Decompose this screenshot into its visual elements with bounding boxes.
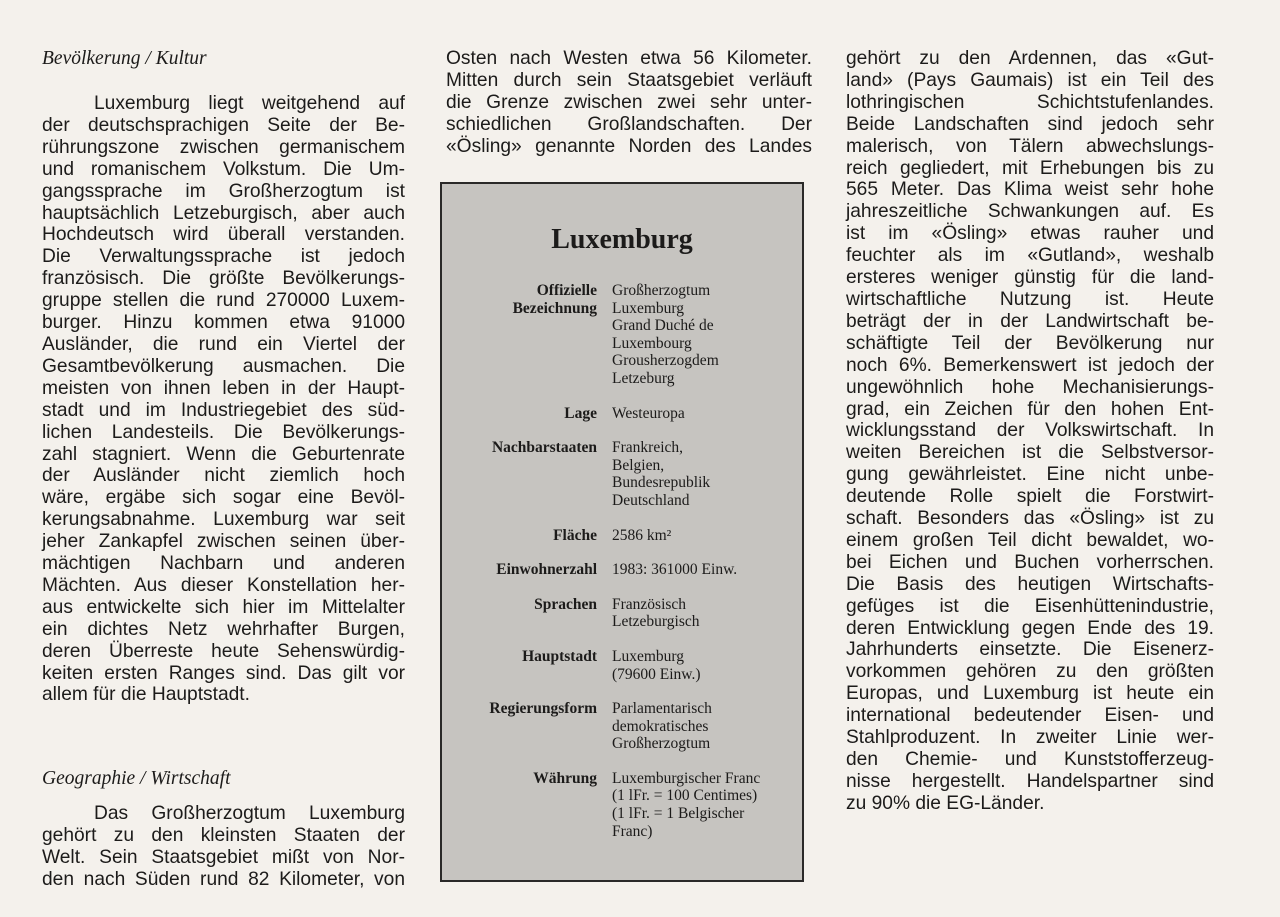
fact-value: 1983: 361000 Einw.: [612, 561, 738, 579]
fact-row: [448, 648, 798, 700]
text-line: reich gegliedert, mit Erhebungen bis zu: [846, 157, 1214, 179]
text-line: Die Verwaltungssprache ist jedoch: [42, 246, 405, 268]
text-line: den Chemie- und Kunststofferzeug-: [846, 749, 1214, 770]
text-line: und romanischem Volkstum. Die Um-: [42, 158, 405, 180]
text-line: Europas, und Luxemburg ist heute ein: [846, 683, 1214, 705]
text-line: jeher Zankapfel zwischen seinen über-: [42, 531, 405, 553]
text-line: allem für die Hauptstadt.: [42, 684, 250, 706]
fact-table: [448, 282, 798, 857]
text-line: Osten nach Westen etwa 56 Kilometer.: [446, 48, 812, 69]
text-line: Gesamtbevölkerung ausmachen. Die: [42, 355, 405, 377]
text-line: international bedeutender Eisen- und: [846, 705, 1214, 727]
fact-row: [448, 561, 798, 596]
fact-value: Frankreich, Belgien, Bundesrepublik Deutschland: [612, 439, 711, 509]
text-line: gehört zu den Ardennen, das «Gut-: [846, 48, 1214, 69]
fact-label: Nachbarstaaten: [491, 439, 597, 457]
text-line: Das Großherzogtum Luxemburg: [94, 803, 405, 824]
fact-value: 2586 km²: [612, 526, 672, 544]
text-line: die Grenze zwischen zwei sehr unter-: [446, 91, 812, 113]
fact-row: [448, 439, 798, 526]
text-line: noch 6%. Bemerkenswert ist jedoch der: [846, 354, 1214, 376]
text-line: nisse hergestellt. Handelspartner sind: [846, 770, 1214, 792]
fact-value: Französisch Letzeburgisch: [612, 595, 700, 631]
fact-value: Luxemburg (79600 Einw.): [612, 647, 701, 683]
fact-label: Fläche: [553, 526, 597, 544]
text-line: deren Entwicklung gegen Ende des 19.: [846, 617, 1214, 639]
text-line: feuchter als im «Gutland», weshalb: [846, 245, 1214, 267]
section-heading-population: Bevölkerung / Kultur: [42, 48, 207, 69]
fact-box: [440, 182, 804, 882]
fact-value: Westeuropa: [612, 404, 685, 422]
text-line: zahl stagniert. Wenn die Geburtenrate: [42, 443, 405, 465]
text-line: burger. Hinzu kommen etwa 91000: [42, 312, 405, 334]
text-line: ein dichtes Netz wehrhafter Burgen,: [42, 618, 405, 640]
text-line: Hochdeutsch wird überall verstanden.: [42, 224, 405, 246]
text-line: der deutschsprachigen Seite der Be-: [42, 114, 405, 136]
text-line: gruppe stellen die rund 270000 Luxem-: [42, 290, 405, 312]
text-line: rührungszone zwischen germanischem: [42, 136, 405, 158]
fact-row: [448, 700, 798, 770]
text-line: gangssprache im Großherzogtum ist: [42, 180, 405, 202]
fact-row: [448, 596, 798, 648]
text-line: wirtschaftliche Nutzung ist. Heute: [846, 288, 1214, 310]
text-line: zu 90% die EG-Länder.: [846, 792, 1045, 814]
text-line: Stahlproduzent. In zweiter Linie wer-: [846, 727, 1214, 749]
paragraph-geography: [42, 803, 405, 891]
fact-row: [448, 282, 798, 405]
text-line: land» (Pays Gaumais) ist ein Teil des: [846, 69, 1214, 91]
text-line: aus entwickelte sich hier im Mittelalter: [42, 596, 405, 618]
fact-value: Parlamentarisch demokratisches Großherzogtum: [612, 700, 712, 753]
text-line: Jahrhunderts einsetzte. Die Eisenerz-: [846, 639, 1214, 661]
text-line: lichen Landesteils. Die Bevölkerungs-: [42, 421, 405, 443]
text-line: gefüges ist die Eisenhüttenindustrie,: [846, 595, 1214, 617]
fact-row: [448, 527, 798, 562]
fact-label: Hauptstadt: [522, 647, 597, 665]
section-heading-geography: Geographie / Wirtschaft: [42, 768, 231, 789]
text-line: gehört zu den kleinsten Staaten der: [42, 824, 405, 846]
fact-label: Einwohnerzahl: [496, 561, 597, 579]
text-line: mächtigen Nachbarn und anderen: [42, 553, 405, 575]
fact-box-title: Luxemburg: [551, 224, 693, 255]
fact-row: [448, 770, 798, 857]
text-line: lothringischen Schichtstufenlandes.: [846, 91, 1214, 113]
text-line: wicklungsstand der Volkswirtschaft. In: [846, 420, 1214, 442]
fact-label: Sprachen: [534, 595, 597, 613]
text-line: ist im «Ösling» etwas rauher und: [846, 223, 1214, 245]
text-line: schaft. Besonders das «Ösling» ist zu: [846, 508, 1214, 530]
text-line: Luxemburg liegt weitgehend auf: [94, 93, 405, 114]
text-line: den nach Süden rund 82 Kilometer, von: [42, 868, 405, 890]
paragraph-geography-continued: [446, 48, 812, 158]
paragraph-geography-continued-2: [846, 48, 1214, 815]
text-line: französisch. Die größte Bevölkerungs-: [42, 268, 405, 290]
text-line: Ausländer, die rund ein Viertel der: [42, 333, 405, 355]
text-line: wäre, ergäbe sich sogar eine Bevöl-: [42, 487, 405, 509]
text-line: Mitten durch sein Staatsgebiet verläuft: [446, 69, 812, 91]
text-line: deren Überreste heute Sehenswürdig-: [42, 640, 405, 662]
fact-value: Luxemburgischer Franc (1 lFr. = 100 Centimes) (1 lFr. = 1 Belgischer Franc): [612, 769, 761, 840]
text-line: meisten von ihnen leben in der Haupt-: [42, 377, 405, 399]
text-line: grad, ein Zeichen für den hohen Ent-: [846, 398, 1214, 420]
text-line: Mächten. Aus dieser Konstellation her-: [42, 574, 405, 596]
text-line: beträgt der in der Landwirtschaft be-: [846, 310, 1214, 332]
text-line: ersteres weniger günstig für die land-: [846, 267, 1214, 289]
text-line: 565 Meter. Das Klima weist sehr hohe: [846, 179, 1214, 201]
text-line: Die Basis des heutigen Wirtschafts-: [846, 573, 1214, 595]
fact-label: Offizielle Bezeichnung: [512, 282, 597, 317]
fact-label: Währung: [533, 769, 597, 787]
text-line: einem großen Teil dicht bewaldet, wo-: [846, 529, 1214, 551]
text-line: schäftigte Teil der Bevölkerung nur: [846, 332, 1214, 354]
text-line: malerisch, von Tälern abwechslungs-: [846, 135, 1214, 157]
text-line: schiedlichen Großlandschaften. Der: [446, 113, 812, 135]
text-line: vorkommen gehören zu den größten: [846, 661, 1214, 683]
text-line: bei Eichen und Buchen vorherrschen.: [846, 551, 1214, 573]
fact-value: Großherzogtum Luxemburg Grand Duché de Luxembourg Grousherzogdem Letzeburg: [612, 282, 719, 387]
text-line: gung gewährleistet. Eine nicht unbe-: [846, 464, 1214, 486]
fact-label: Lage: [564, 404, 597, 422]
text-line: stadt und im Industriegebiet des süd-: [42, 399, 405, 421]
text-line: jahreszeitliche Schwankungen auf. Es: [846, 201, 1214, 223]
fact-row: [448, 405, 798, 440]
text-line: hauptsächlich Letzeburgisch, aber auch: [42, 202, 405, 224]
text-line: ungewöhnlich hohe Mechanisierungs-: [846, 376, 1214, 398]
text-line: «Ösling» genannte Norden des Landes: [446, 135, 812, 157]
fact-label: Regierungsform: [489, 700, 597, 718]
text-line: deutende Rolle spielt die Forstwirt-: [846, 486, 1214, 508]
paragraph-population: [42, 93, 405, 706]
text-line: Welt. Sein Staatsgebiet mißt von Nor-: [42, 846, 405, 868]
text-line: keiten ersten Ranges sind. Das gilt vor: [42, 662, 405, 684]
text-line: weiten Bereichen ist die Selbstversor-: [846, 442, 1214, 464]
text-line: Beide Landschaften sind jedoch sehr: [846, 113, 1214, 135]
text-line: kerungsabnahme. Luxemburg war seit: [42, 509, 405, 531]
text-line: der Ausländer nicht ziemlich hoch: [42, 465, 405, 487]
